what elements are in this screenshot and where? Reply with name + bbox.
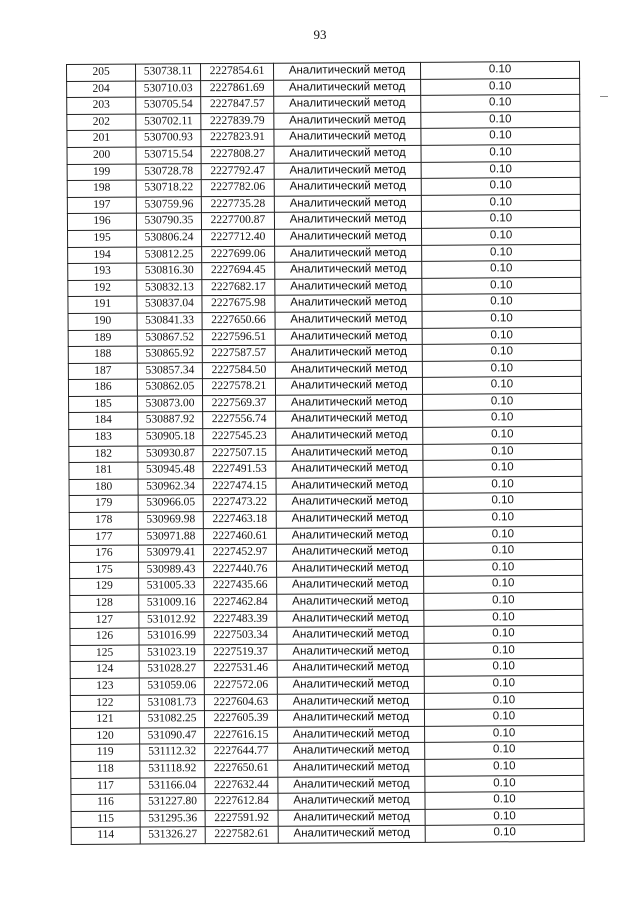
y-coordinate-cell: 2227823.91 (201, 130, 274, 147)
accuracy-cell: 0.10 (422, 260, 581, 278)
method-cell: Аналитический метод (275, 278, 422, 295)
point-number-cell: 189 (68, 330, 137, 347)
point-number-cell: 127 (70, 612, 139, 629)
accuracy-cell: 0.10 (422, 327, 581, 345)
method-cell: Аналитический метод (274, 112, 421, 129)
point-number-cell: 191 (68, 296, 137, 313)
method-cell: Аналитический метод (275, 295, 422, 312)
point-number-cell: 118 (71, 761, 140, 778)
x-coordinate-cell: 530728.78 (136, 163, 201, 180)
y-coordinate-cell: 2227435.66 (204, 578, 277, 595)
method-cell: Аналитический метод (276, 461, 423, 478)
accuracy-cell: 0.10 (422, 227, 581, 245)
x-coordinate-cell: 530718.22 (136, 180, 201, 197)
y-coordinate-cell: 2227460.61 (203, 528, 276, 545)
point-number-cell: 115 (71, 811, 140, 828)
accuracy-cell: 0.10 (425, 725, 584, 743)
y-coordinate-cell: 2227782.06 (201, 179, 274, 196)
x-coordinate-cell: 531118.92 (140, 761, 205, 778)
point-number-cell: 201 (67, 130, 136, 147)
y-coordinate-cell: 2227587.57 (202, 345, 275, 362)
method-cell: Аналитический метод (276, 494, 423, 511)
y-coordinate-cell: 2227700.87 (201, 213, 274, 230)
y-coordinate-cell: 2227452.97 (203, 544, 276, 561)
y-coordinate-cell: 2227839.79 (201, 113, 274, 130)
accuracy-cell: 0.10 (420, 61, 579, 79)
x-coordinate-cell: 530887.92 (138, 412, 203, 429)
method-cell: Аналитический метод (274, 145, 421, 162)
y-coordinate-cell: 2227712.40 (202, 229, 275, 246)
method-cell: Аналитический метод (274, 79, 421, 96)
point-number-cell: 200 (67, 147, 136, 164)
point-number-cell: 196 (67, 213, 136, 230)
y-coordinate-cell: 2227596.51 (202, 329, 275, 346)
method-cell: Аналитический метод (275, 344, 422, 361)
method-cell: Аналитический метод (278, 743, 425, 760)
accuracy-cell: 0.10 (423, 426, 582, 444)
method-cell: Аналитический метод (276, 427, 423, 444)
method-cell: Аналитический метод (274, 178, 421, 195)
x-coordinate-cell: 531326.27 (140, 827, 205, 844)
accuracy-cell: 0.10 (423, 476, 582, 494)
x-coordinate-cell: 530790.35 (136, 213, 201, 230)
accuracy-cell: 0.10 (423, 410, 582, 428)
y-coordinate-cell: 2227675.98 (202, 296, 275, 313)
accuracy-cell: 0.10 (423, 493, 582, 511)
point-number-cell: 179 (69, 496, 138, 513)
method-cell: Аналитический метод (275, 261, 422, 278)
accuracy-cell: 0.10 (421, 128, 580, 146)
y-coordinate-cell: 2227569.37 (203, 395, 276, 412)
method-cell: Аналитический метод (278, 726, 425, 743)
point-number-cell: 205 (67, 64, 136, 81)
method-cell: Аналитический метод (278, 776, 425, 793)
x-coordinate-cell: 531023.19 (139, 644, 204, 661)
accuracy-cell: 0.10 (422, 244, 581, 262)
x-coordinate-cell: 531012.92 (139, 611, 204, 628)
table-row (71, 825, 584, 845)
accuracy-cell: 0.10 (424, 659, 583, 677)
accuracy-cell: 0.10 (424, 576, 583, 594)
accuracy-cell: 0.10 (424, 692, 583, 710)
point-number-cell: 120 (71, 728, 140, 745)
accuracy-cell: 0.10 (423, 393, 582, 411)
y-coordinate-cell: 2227591.92 (205, 810, 278, 827)
accuracy-cell: 0.10 (425, 758, 584, 776)
x-coordinate-cell: 531081.73 (139, 694, 204, 711)
method-cell: Аналитический метод (275, 361, 422, 378)
method-cell: Аналитический метод (276, 411, 423, 428)
y-coordinate-cell: 2227531.46 (204, 661, 277, 678)
y-coordinate-cell: 2227578.21 (202, 379, 275, 396)
point-number-cell: 124 (70, 661, 139, 678)
point-number-cell: 184 (69, 413, 138, 430)
x-coordinate-cell: 530702.11 (136, 113, 201, 130)
y-coordinate-cell: 2227440.76 (204, 561, 277, 578)
point-number-cell: 181 (69, 462, 138, 479)
method-cell: Аналитический метод (275, 378, 422, 395)
y-coordinate-cell: 2227612.84 (205, 793, 278, 810)
y-coordinate-cell: 2227463.18 (203, 511, 276, 528)
y-coordinate-cell: 2227572.06 (204, 677, 277, 694)
y-coordinate-cell: 2227792.47 (201, 163, 274, 180)
point-number-cell: 125 (70, 645, 139, 662)
y-coordinate-cell: 2227616.15 (205, 727, 278, 744)
x-coordinate-cell: 530966.05 (138, 495, 203, 512)
y-coordinate-cell: 2227847.57 (201, 96, 274, 113)
point-number-cell: 182 (69, 446, 138, 463)
x-coordinate-cell: 530738.11 (136, 64, 201, 81)
y-coordinate-cell: 2227507.15 (203, 445, 276, 462)
x-coordinate-cell: 531112.32 (140, 744, 205, 761)
x-coordinate-cell: 530832.13 (137, 279, 202, 296)
accuracy-cell: 0.10 (425, 791, 584, 809)
x-coordinate-cell: 530700.93 (136, 130, 201, 147)
point-number-cell: 199 (67, 164, 136, 181)
point-number-cell: 128 (70, 595, 139, 612)
point-number-cell: 126 (70, 628, 139, 645)
x-coordinate-cell: 530873.00 (138, 396, 203, 413)
point-number-cell: 175 (70, 562, 139, 579)
point-number-cell: 194 (68, 247, 137, 264)
point-number-cell: 187 (68, 363, 137, 380)
y-coordinate-cell: 2227491.53 (203, 461, 276, 478)
x-coordinate-cell: 530705.54 (136, 97, 201, 114)
y-coordinate-cell: 2227699.06 (202, 246, 275, 263)
y-coordinate-cell: 2227474.15 (203, 478, 276, 495)
x-coordinate-cell: 530989.43 (139, 561, 204, 578)
y-coordinate-cell: 2227582.61 (205, 827, 278, 844)
scan-mark (600, 96, 608, 97)
method-cell: Аналитический метод (277, 593, 424, 610)
x-coordinate-cell: 530816.30 (137, 263, 202, 280)
y-coordinate-cell: 2227473.22 (203, 495, 276, 512)
method-cell: Аналитический метод (277, 693, 424, 710)
y-coordinate-cell: 2227650.66 (202, 312, 275, 329)
method-cell: Аналитический метод (276, 544, 423, 561)
accuracy-cell: 0.10 (424, 709, 583, 727)
accuracy-cell: 0.10 (421, 211, 580, 229)
y-coordinate-cell: 2227605.39 (204, 710, 277, 727)
coordinates-table-body (67, 61, 585, 844)
accuracy-cell: 0.10 (422, 343, 581, 361)
x-coordinate-cell: 530806.24 (137, 230, 202, 247)
accuracy-cell: 0.10 (422, 277, 581, 295)
y-coordinate-cell: 2227503.34 (204, 627, 277, 644)
method-cell: Аналитический метод (277, 660, 424, 677)
point-number-cell: 195 (68, 230, 137, 247)
method-cell: Аналитический метод (275, 328, 422, 345)
point-number-cell: 122 (70, 695, 139, 712)
accuracy-cell: 0.10 (425, 825, 584, 843)
point-number-cell: 193 (68, 263, 137, 280)
method-cell: Аналитический метод (275, 245, 422, 262)
y-coordinate-cell: 2227644.77 (205, 744, 278, 761)
point-number-cell: 186 (68, 379, 137, 396)
point-number-cell: 177 (69, 529, 138, 546)
accuracy-cell: 0.10 (425, 775, 584, 793)
point-number-cell: 202 (67, 114, 136, 131)
accuracy-cell: 0.10 (421, 161, 580, 179)
x-coordinate-cell: 530837.04 (137, 296, 202, 313)
x-coordinate-cell: 530865.92 (137, 346, 202, 363)
method-cell: Аналитический метод (274, 162, 421, 179)
x-coordinate-cell: 531009.16 (139, 595, 204, 612)
point-number-cell: 188 (68, 346, 137, 363)
accuracy-cell: 0.10 (425, 742, 584, 760)
x-coordinate-cell: 530905.18 (138, 429, 203, 446)
method-cell: Аналитический метод (275, 228, 422, 245)
accuracy-cell: 0.10 (421, 178, 580, 196)
x-coordinate-cell: 531166.04 (140, 777, 205, 794)
accuracy-cell: 0.10 (424, 559, 583, 577)
method-cell: Аналитический метод (278, 759, 425, 776)
method-cell: Аналитический метод (276, 444, 423, 461)
method-cell: Аналитический метод (277, 610, 424, 627)
accuracy-cell: 0.10 (424, 609, 583, 627)
y-coordinate-cell: 2227632.44 (205, 777, 278, 794)
point-number-cell: 121 (70, 711, 139, 728)
accuracy-cell: 0.10 (423, 543, 582, 561)
point-number-cell: 116 (71, 794, 140, 811)
x-coordinate-cell: 530945.48 (138, 462, 203, 479)
x-coordinate-cell: 530867.52 (137, 329, 202, 346)
method-cell: Аналитический метод (275, 311, 422, 328)
point-number-cell: 117 (71, 778, 140, 795)
x-coordinate-cell: 531227.80 (140, 794, 205, 811)
y-coordinate-cell: 2227556.74 (203, 412, 276, 429)
x-coordinate-cell: 530971.88 (138, 528, 203, 545)
point-number-cell: 185 (69, 396, 138, 413)
y-coordinate-cell: 2227650.61 (205, 760, 278, 777)
accuracy-cell: 0.10 (422, 294, 581, 312)
accuracy-cell: 0.10 (424, 642, 583, 660)
method-cell: Аналитический метод (278, 792, 425, 809)
x-coordinate-cell: 530969.98 (138, 512, 203, 529)
y-coordinate-cell: 2227694.45 (202, 262, 275, 279)
method-cell: Аналитический метод (276, 527, 423, 544)
accuracy-cell: 0.10 (421, 194, 580, 212)
accuracy-cell: 0.10 (421, 144, 580, 162)
accuracy-cell: 0.10 (423, 526, 582, 544)
page-number: 93 (313, 27, 327, 42)
method-cell: Аналитический метод (277, 643, 424, 660)
point-number-cell: 123 (70, 678, 139, 695)
x-coordinate-cell: 530710.03 (136, 80, 201, 97)
x-coordinate-cell: 530979.41 (138, 545, 203, 562)
y-coordinate-cell: 2227808.27 (201, 146, 274, 163)
y-coordinate-cell: 2227682.17 (202, 279, 275, 296)
method-cell: Аналитический метод (273, 62, 420, 79)
x-coordinate-cell: 530930.87 (138, 445, 203, 462)
method-cell: Аналитический метод (274, 195, 421, 212)
x-coordinate-cell: 530715.54 (136, 147, 201, 164)
accuracy-cell: 0.10 (421, 78, 580, 96)
x-coordinate-cell: 531005.33 (139, 578, 204, 595)
x-coordinate-cell: 531295.36 (140, 810, 205, 827)
point-number-cell: 190 (68, 313, 137, 330)
point-number-cell: 114 (71, 827, 140, 844)
y-coordinate-cell: 2227545.23 (203, 428, 276, 445)
accuracy-cell: 0.10 (422, 377, 581, 395)
y-coordinate-cell: 2227854.61 (201, 63, 274, 80)
y-coordinate-cell: 2227462.84 (204, 594, 277, 611)
method-cell: Аналитический метод (277, 627, 424, 644)
accuracy-cell: 0.10 (423, 509, 582, 527)
accuracy-cell: 0.10 (422, 360, 581, 378)
accuracy-cell: 0.10 (422, 310, 581, 328)
x-coordinate-cell: 530812.25 (137, 246, 202, 263)
point-number-cell: 204 (67, 81, 136, 98)
method-cell: Аналитический метод (276, 394, 423, 411)
method-cell: Аналитический метод (274, 96, 421, 113)
y-coordinate-cell: 2227483.39 (204, 611, 277, 628)
x-coordinate-cell: 531059.06 (139, 678, 204, 695)
y-coordinate-cell: 2227735.28 (201, 196, 274, 213)
method-cell: Аналитический метод (276, 510, 423, 527)
method-cell: Аналитический метод (276, 477, 423, 494)
accuracy-cell: 0.10 (424, 626, 583, 644)
x-coordinate-cell: 531028.27 (139, 661, 204, 678)
method-cell: Аналитический метод (274, 129, 421, 146)
x-coordinate-cell: 530857.34 (137, 362, 202, 379)
point-number-cell: 192 (68, 280, 137, 297)
accuracy-cell: 0.10 (421, 95, 580, 113)
x-coordinate-cell: 530759.96 (136, 196, 201, 213)
accuracy-cell: 0.10 (424, 592, 583, 610)
method-cell: Аналитический метод (274, 212, 421, 229)
y-coordinate-cell: 2227584.50 (202, 362, 275, 379)
accuracy-cell: 0.10 (421, 111, 580, 129)
y-coordinate-cell: 2227519.37 (204, 644, 277, 661)
x-coordinate-cell: 531090.47 (140, 727, 205, 744)
method-cell: Аналитический метод (277, 676, 424, 693)
point-number-cell: 203 (67, 97, 136, 114)
accuracy-cell: 0.10 (425, 808, 584, 826)
point-number-cell: 178 (69, 512, 138, 529)
point-number-cell: 198 (67, 180, 136, 197)
x-coordinate-cell: 531082.25 (139, 711, 204, 728)
y-coordinate-cell: 2227604.63 (204, 694, 277, 711)
method-cell: Аналитический метод (278, 826, 425, 843)
accuracy-cell: 0.10 (424, 675, 583, 693)
x-coordinate-cell: 530962.34 (138, 479, 203, 496)
point-number-cell: 197 (67, 197, 136, 214)
method-cell: Аналитический метод (277, 709, 424, 726)
point-number-cell: 183 (69, 429, 138, 446)
point-number-cell: 176 (69, 545, 138, 562)
method-cell: Аналитический метод (277, 560, 424, 577)
method-cell: Аналитический метод (277, 577, 424, 594)
x-coordinate-cell: 530862.05 (137, 379, 202, 396)
coordinates-table (66, 61, 585, 845)
y-coordinate-cell: 2227861.69 (201, 80, 274, 97)
point-number-cell: 119 (71, 744, 140, 761)
accuracy-cell: 0.10 (423, 460, 582, 478)
method-cell: Аналитический метод (278, 809, 425, 826)
x-coordinate-cell: 530841.33 (137, 313, 202, 330)
point-number-cell: 129 (70, 578, 139, 595)
point-number-cell: 180 (69, 479, 138, 496)
x-coordinate-cell: 531016.99 (139, 628, 204, 645)
accuracy-cell: 0.10 (423, 443, 582, 461)
